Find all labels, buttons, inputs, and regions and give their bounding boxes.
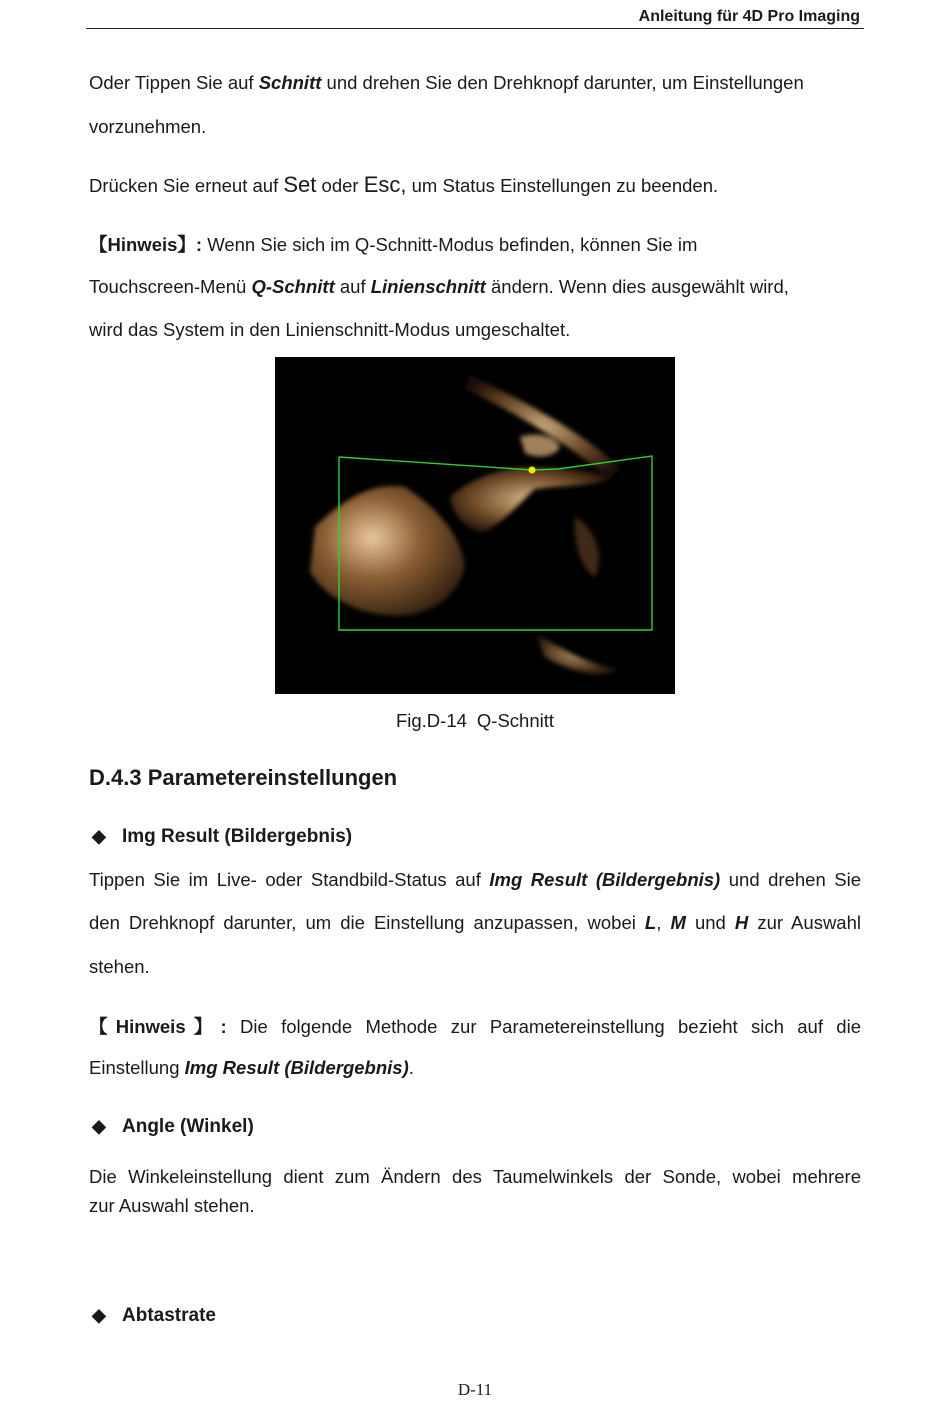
img-result-line-2: den Drehknopf darunter, um die Einstellung anzupassen, wobei L, M und H zur Auswahl (89, 912, 861, 933)
diamond-bullet-icon: ◆ (92, 1305, 106, 1325)
note-1-line-3: wird das System in den Linienschnitt-Modus umgeschaltet. (89, 319, 571, 340)
note-1-line-1: 【Hinweis】: Wenn Sie sich im Q-Schnitt-Modus befinden, können Sie im (89, 234, 698, 255)
note-2-line-2: Einstellung Img Result (Bildergebnis). (89, 1057, 414, 1078)
bullet-angle: ◆ Angle (Winkel) (92, 1116, 254, 1137)
paragraph-1-line-1: Oder Tippen Sie auf Schnitt und drehen Sie den Drehknopf darunter, um Einstellungen (89, 72, 804, 93)
diamond-bullet-icon: ◆ (92, 1116, 106, 1136)
paragraph-1-line-2: vorzunehmen. (89, 116, 207, 137)
key-set: Set (283, 172, 317, 197)
angle-line-1: Die Winkeleinstellung dient zum Ändern des Taumelwinkels der Sonde, wobei mehrere (89, 1166, 861, 1187)
diamond-bullet-icon: ◆ (92, 826, 106, 846)
ultrasound-figure (275, 357, 675, 694)
term-schnitt: Schnitt (258, 72, 322, 93)
header-title: Anleitung für 4D Pro Imaging (638, 8, 860, 25)
ultrasound-render (275, 357, 675, 694)
term-q-schnitt: Q-Schnitt (251, 276, 335, 297)
bullet-abtastrate: ◆ Abtastrate (92, 1305, 216, 1326)
note-1-line-2: Touchscreen-Menü Q-Schnitt auf Linienschnitt ändern. Wenn dies ausgewählt wird, (89, 276, 789, 297)
note-label: 【Hinweis】: (89, 234, 203, 255)
img-result-line-1: Tippen Sie im Live- oder Standbild-Status auf Img Result (Bildergebnis) und drehen Sie (89, 869, 861, 890)
term-linienschnitt: Linienschnitt (370, 276, 486, 297)
roi-marker (529, 467, 536, 474)
page-header (86, 6, 864, 29)
bullet-img-result: ◆ Img Result (Bildergebnis) (92, 826, 353, 847)
section-heading: D.4.3 Parametereinstellungen (89, 765, 398, 790)
paragraph-2: Drücken Sie erneut auf Set oder Esc, um Status Einstellungen zu beenden. (89, 172, 719, 197)
note-2-line-1: 【Hinweis】: Die folgende Methode zur Parametereinstellung bezieht sich auf die (89, 1016, 861, 1037)
key-esc: Esc, (363, 172, 407, 197)
img-result-line-3: stehen. (89, 956, 150, 977)
page-number: D-11 (457, 1380, 493, 1399)
figure-caption: Fig.D-14 Q-Schnitt (395, 710, 555, 731)
angle-line-2: zur Auswahl stehen. (89, 1195, 255, 1216)
